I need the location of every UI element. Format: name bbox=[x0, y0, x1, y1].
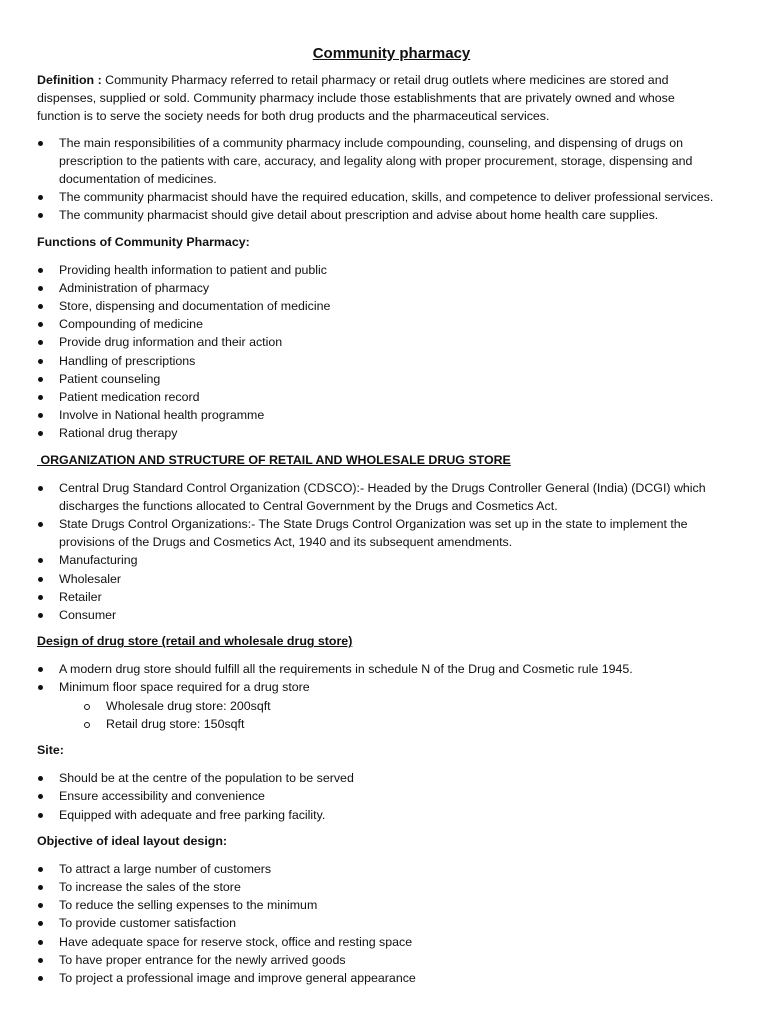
sub-list-item: Wholesale drug store: 200sqft bbox=[37, 697, 716, 715]
list-item: Rational drug therapy bbox=[37, 424, 716, 442]
list-item: To project a professional image and improve general appearance bbox=[37, 969, 716, 987]
list-item: The community pharmacist should have the required education, skills, and competence to deliver professional services. bbox=[37, 188, 716, 206]
document-title: Community pharmacy bbox=[312, 45, 471, 62]
list-item: Manufacturing bbox=[37, 551, 716, 569]
list-item: To provide customer satisfaction bbox=[37, 914, 716, 932]
definition-label: Definition : bbox=[37, 73, 102, 87]
site-heading: Site: bbox=[37, 743, 64, 758]
list-item: To increase the sales of the store bbox=[37, 878, 716, 896]
list-item: Patient medication record bbox=[37, 388, 716, 406]
functions-list bbox=[37, 261, 716, 443]
organization-list bbox=[37, 479, 716, 625]
list-item: Consumer bbox=[37, 606, 716, 624]
list-item: Have adequate space for reserve stock, office and resting space bbox=[37, 933, 716, 951]
floor-space-sublist bbox=[37, 697, 716, 733]
objective-list bbox=[37, 860, 716, 987]
organization-heading: ORGANIZATION AND STRUCTURE OF RETAIL AND WHOLESALE DRUG STORE bbox=[37, 452, 511, 467]
list-item: Store, dispensing and documentation of medicine bbox=[37, 297, 716, 315]
list-item: Compounding of medicine bbox=[37, 315, 716, 333]
functions-heading: Functions of Community Pharmacy: bbox=[37, 234, 250, 249]
list-item: Handling of prescriptions bbox=[37, 352, 716, 370]
list-item: Providing health information to patient and public bbox=[37, 261, 716, 279]
list-item: To reduce the selling expenses to the minimum bbox=[37, 896, 716, 914]
list-item: To attract a large number of customers bbox=[37, 860, 716, 878]
list-item: Equipped with adequate and free parking facility. bbox=[37, 806, 716, 824]
list-item: Ensure accessibility and convenience bbox=[37, 787, 716, 805]
list-item: The main responsibilities of a community pharmacy include compounding, counseling, and dispensing of drugs on prescription to the patients with care, accuracy, and legality along with proper procurement, storage, dispensing and documentation of medicines. bbox=[37, 134, 716, 189]
objective-heading: Objective of ideal layout design: bbox=[37, 833, 228, 848]
design-list bbox=[37, 660, 716, 696]
design-heading: Design of drug store (retail and wholesale drug store) bbox=[37, 634, 353, 649]
sub-list-item: Retail drug store: 150sqft bbox=[37, 715, 716, 733]
definition-text: Community Pharmacy referred to retail pharmacy or retail drug outlets where medicines are stored and dispenses, supplied or sold. Community pharmacy include those establishments that are privately owned and whose function is to serve the society needs for both drug products and the pharmaceutical services. bbox=[37, 73, 675, 124]
list-item: Administration of pharmacy bbox=[37, 279, 716, 297]
site-list bbox=[37, 769, 716, 824]
list-item: Patient counseling bbox=[37, 370, 716, 388]
list-item: To have proper entrance for the newly arrived goods bbox=[37, 951, 716, 969]
list-item: Should be at the centre of the population to be served bbox=[37, 769, 716, 787]
list-item: Provide drug information and their action bbox=[37, 333, 716, 351]
list-item: Central Drug Standard Control Organization (CDSCO):- Headed by the Drugs Controller General (India) (DCGI) which discharges the functions allocated to Central Government by the Drugs and Cosmetics Act. bbox=[37, 479, 716, 515]
list-item: A modern drug store should fulfill all the requirements in schedule N of the Drug and Cosmetic rule 1945. bbox=[37, 660, 716, 678]
list-item: State Drugs Control Organizations:- The State Drugs Control Organization was set up in the state to implement the provisions of the Drugs and Cosmetics Act, 1940 and its subsequent amendments. bbox=[37, 515, 716, 551]
definition-paragraph bbox=[37, 71, 716, 126]
list-item: Retailer bbox=[37, 588, 716, 606]
list-item: Minimum floor space required for a drug store bbox=[37, 678, 716, 696]
list-item: Involve in National health programme bbox=[37, 406, 716, 424]
intro-bullet-list bbox=[37, 134, 716, 225]
list-item: Wholesaler bbox=[37, 570, 716, 588]
list-item: The community pharmacist should give detail about prescription and advise about home health care supplies. bbox=[37, 206, 716, 224]
